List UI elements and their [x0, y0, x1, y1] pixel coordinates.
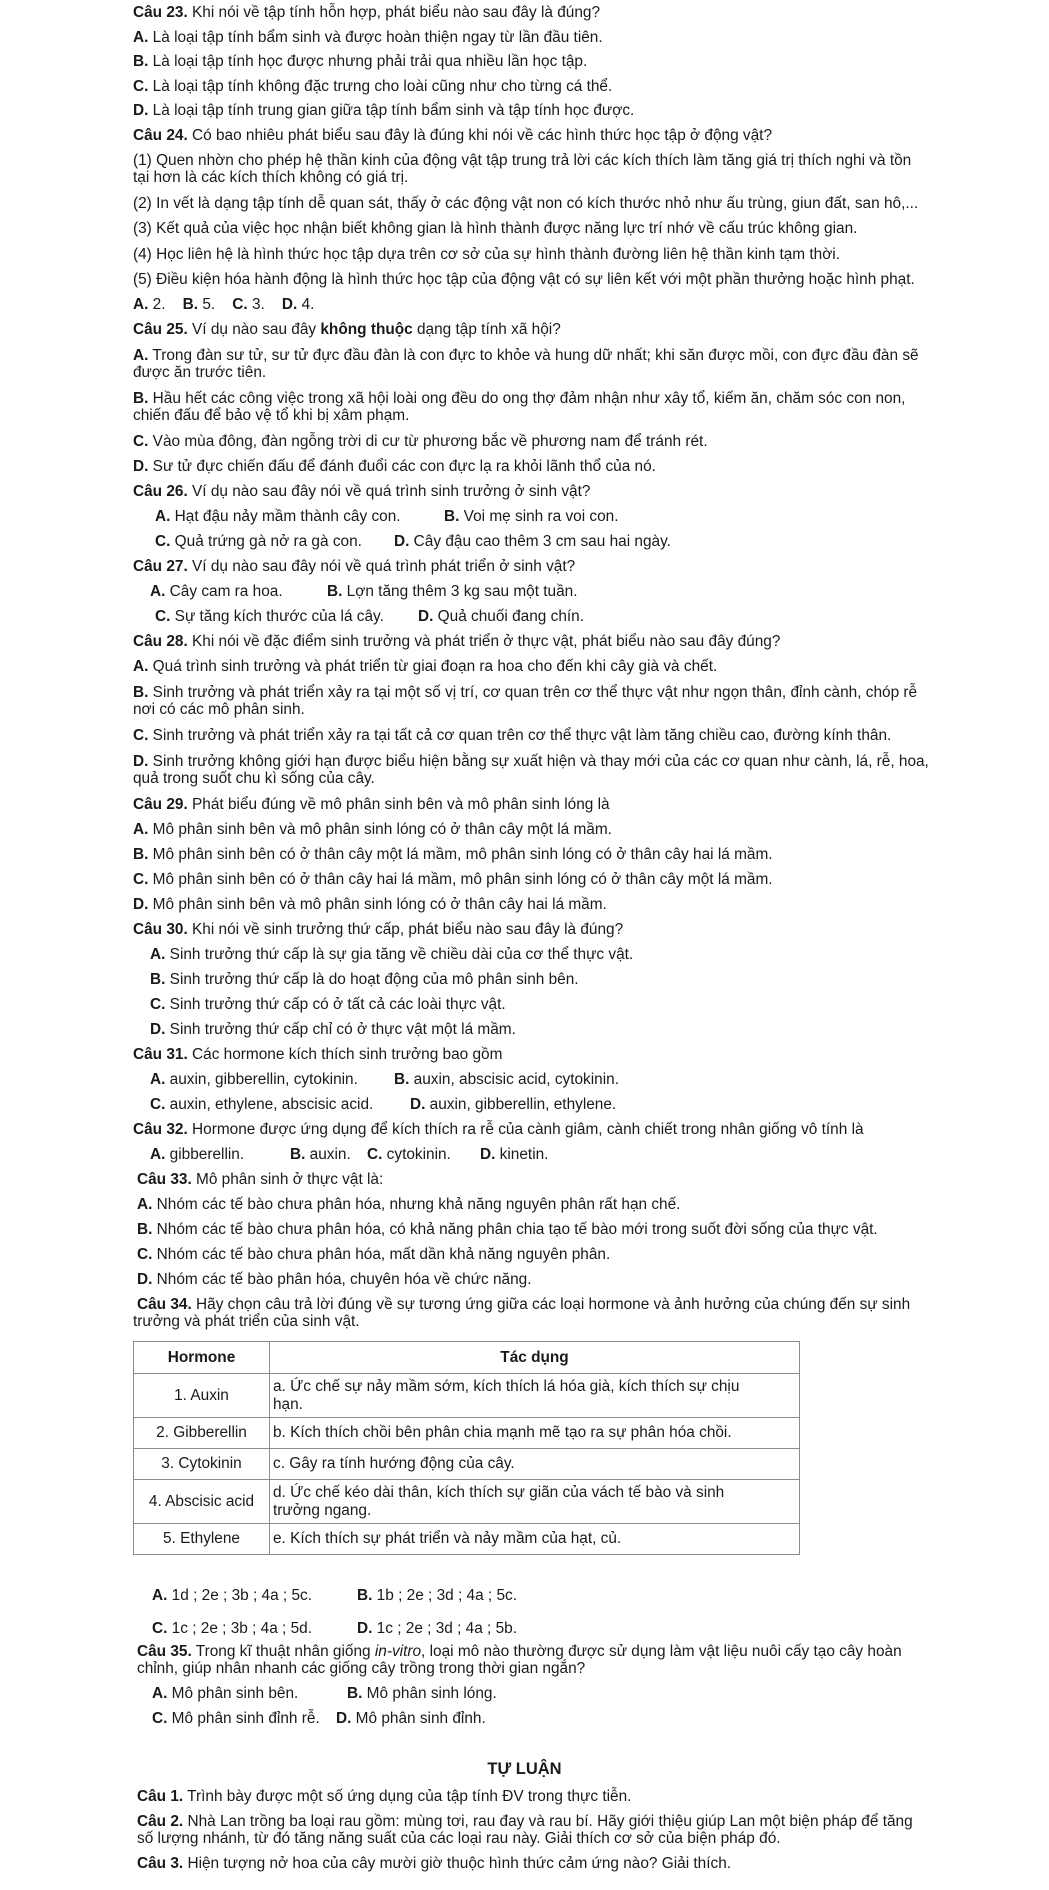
q26-option-b: B. Voi mẹ sinh ra voi con.: [444, 508, 619, 525]
q23-option-c: C. Là loại tập tính không đặc trưng cho loài cũng như cho từng cá thể.: [133, 78, 613, 95]
q29-option-c: C. Mô phân sinh bên có ở thân cây hai lá mầm, mô phân sinh lóng có ở thân cây một lá mầm.: [133, 871, 773, 888]
q32-option-d: D. kinetin.: [480, 1146, 549, 1163]
q28-option-c: C. Sinh trưởng và phát triển xảy ra tại tất cả cơ quan trên cơ thể thực vật làm tăng chiều cao, đường kính thân.: [133, 727, 892, 744]
q26-option-d: D. Cây đậu cao thêm 3 cm sau hai ngày.: [394, 533, 671, 550]
q27-option-a: A. Cây cam ra hoa.: [150, 583, 283, 600]
q33-option-b: B. Nhóm các tế bào chưa phân hóa, có khả năng phân chia tạo tế bào mới trong suốt đời sống của thực vật.: [137, 1221, 878, 1238]
q31-option-b: B. auxin, abscisic acid, cytokinin.: [394, 1071, 619, 1088]
q28-option-b: B. Sinh trưởng và phát triển xảy ra tại một số vị trí, cơ quan trên cơ thể thực vật như ngọn thân, đỉnh cành, chóp rễ: [133, 684, 918, 701]
essay-question-2-cont: số lượng nhánh, từ đó tăng năng suất của các loại rau này. Giải thích cơ sở của biện pháp đó.: [137, 1830, 781, 1847]
table-cell-effect: b. Kích thích chồi bên phân chia mạnh mẽ tạo ra sự phân hóa chồi.: [270, 1418, 800, 1449]
table-header-effect: Tác dụng: [270, 1342, 800, 1374]
question-26: Câu 26. Ví dụ nào sau đây nói về quá trình sinh trưởng ở sinh vật?: [133, 483, 591, 500]
question-31: Câu 31. Các hormone kích thích sinh trưởng bao gồm: [133, 1046, 503, 1063]
table-cell-hormone: 5. Ethylene: [134, 1524, 270, 1555]
q24-statement-3: (3) Kết quả của việc học nhận biết không gian là hình thành được năng lực trí nhớ về cấu trúc không gian.: [133, 220, 858, 237]
question-27: Câu 27. Ví dụ nào sau đây nói về quá trình phát triển ở sinh vật?: [133, 558, 576, 575]
question-25: Câu 25. Ví dụ nào sau đây không thuộc dạng tập tính xã hội?: [133, 321, 561, 338]
q25-option-a: A. Trong đàn sư tử, sư tử đực đầu đàn là con đực to khỏe và hung dữ nhất; khi săn được mồi, con đực đầu đàn sẽ: [133, 347, 919, 364]
q25-option-b: B. Hầu hết các công việc trong xã hội loài ong đều do ong thợ đảm nhận như xây tổ, kiếm ăn, chăm sóc con non,: [133, 390, 906, 407]
q23-option-d: D. Là loại tập tính trung gian giữa tập tính bẩm sinh và tập tính học được.: [133, 102, 635, 119]
q28-option-d-cont: quả trong suốt chu kì sống của cây.: [133, 770, 375, 787]
question-29: Câu 29. Phát biểu đúng về mô phân sinh bên và mô phân sinh lóng là: [133, 796, 610, 813]
q24-statement-1-cont: tại hơn là các kích thích không có giá trị.: [133, 169, 409, 186]
q30-option-a: A. Sinh trưởng thứ cấp là sự gia tăng về chiều dài của cơ thể thực vật.: [150, 946, 634, 963]
table-cell-hormone: 1. Auxin: [134, 1374, 270, 1418]
q34-option-b: B. 1b ; 2e ; 3d ; 4a ; 5c.: [357, 1587, 518, 1604]
q28-option-d: D. Sinh trưởng không giới hạn được biểu hiện bằng sự xuất hiện và thay mới của các cơ quan như cành, lá, rễ, hoa,: [133, 753, 929, 770]
q25-option-c: C. Vào mùa đông, đàn ngỗng trời di cư từ phương bắc về phương nam để tránh rét.: [133, 433, 708, 450]
question-23: Câu 23. Khi nói về tập tính hỗn hợp, phát biểu nào sau đây là đúng?: [133, 4, 601, 21]
q24-statement-5: (5) Điều kiện hóa hành động là hình thức học tập của động vật có sự liên kết với một phần thưởng hoặc hình phạt.: [133, 271, 915, 288]
q32-option-b: B. auxin.: [290, 1146, 351, 1163]
q30-option-b: B. Sinh trưởng thứ cấp là do hoạt động của mô phân sinh bên.: [150, 971, 579, 988]
table-cell-effect: e. Kích thích sự phát triển và nảy mầm của hạt, củ.: [270, 1524, 800, 1555]
q24-statement-1: (1) Quen nhờn cho phép hệ thần kinh của động vật tập trung trả lời các kích thích làm tăng giá trị thích nghi và tồn: [133, 152, 912, 169]
table-row: [134, 1449, 800, 1480]
essay-question-3: Câu 3. Hiện tượng nở hoa của cây mười giờ thuộc hình thức cảm ứng nào? Giải thích.: [137, 1855, 732, 1872]
table-cell-hormone: 2. Gibberellin: [134, 1418, 270, 1449]
q34-option-d: D. 1c ; 2e ; 3d ; 4a ; 5b.: [357, 1620, 518, 1637]
table-cell-effect: c. Gây ra tính hướng động của cây.: [270, 1449, 800, 1480]
q35-option-a: A. Mô phân sinh bên.: [152, 1685, 299, 1702]
question-30: Câu 30. Khi nói về sinh trưởng thứ cấp, phát biểu nào sau đây là đúng?: [133, 921, 624, 938]
essay-question-1: Câu 1. Trình bày được một số ứng dụng của tập tính ĐV trong thực tiễn.: [137, 1788, 632, 1805]
q34-option-a: A. 1d ; 2e ; 3b ; 4a ; 5c.: [152, 1587, 313, 1604]
q32-option-a: A. gibberellin.: [150, 1146, 245, 1163]
table-header-hormone: Hormone: [134, 1342, 270, 1374]
q26-option-a: A. Hạt đậu nảy mầm thành cây con.: [155, 508, 401, 525]
q23-option-b: B. Là loại tập tính học được nhưng phải trải qua nhiều lần học tập.: [133, 53, 588, 70]
q28-option-b-cont: nơi có các mô phân sinh.: [133, 701, 305, 718]
q24-statement-4: (4) Học liên hệ là hình thức học tập dựa trên cơ sở của sự hình thành đường liên hệ thần kinh tạm thời.: [133, 246, 840, 263]
q27-option-b: B. Lợn tăng thêm 3 kg sau một tuần.: [327, 583, 578, 600]
question-33: Câu 33. Mô phân sinh ở thực vật là:: [137, 1171, 384, 1188]
q28-option-a: A. Quá trình sinh trưởng và phát triển từ giai đoạn ra hoa cho đến khi cây già và chết.: [133, 658, 718, 675]
q31-option-a: A. auxin, gibberellin, cytokinin.: [150, 1071, 358, 1088]
q34-option-c: C. 1c ; 2e ; 3b ; 4a ; 5d.: [152, 1620, 313, 1637]
q35-option-d: D. Mô phân sinh đỉnh.: [336, 1710, 486, 1727]
q29-option-d: D. Mô phân sinh bên và mô phân sinh lóng có ở thân cây hai lá mầm.: [133, 896, 607, 913]
table-cell-hormone: 3. Cytokinin: [134, 1449, 270, 1480]
q33-option-c: C. Nhóm các tế bào chưa phân hóa, mất dần khả năng nguyên phân.: [137, 1246, 611, 1263]
question-28: Câu 28. Khi nói về đặc điểm sinh trưởng và phát triển ở thực vật, phát biểu nào sau đây đúng?: [133, 633, 781, 650]
question-24: Câu 24. Có bao nhiêu phát biểu sau đây là đúng khi nói về các hình thức học tập ở động vật?: [133, 127, 773, 144]
q35-option-c: C. Mô phân sinh đỉnh rễ.: [152, 1710, 320, 1727]
q33-option-a: A. Nhóm các tế bào chưa phân hóa, nhưng khả năng nguyên phân rất hạn chế.: [137, 1196, 681, 1213]
q29-option-a: A. Mô phân sinh bên và mô phân sinh lóng có ở thân cây một lá mầm.: [133, 821, 612, 838]
q31-option-c: C. auxin, ethylene, abscisic acid.: [150, 1096, 374, 1113]
q24-statement-2: (2) In vết là dạng tập tính dễ quan sát, thấy ở các động vật non có kích thước nhỏ như ấu trùng, giun đất, san hô,...: [133, 195, 919, 212]
q26-option-c: C. Quả trứng gà nở ra gà con.: [155, 533, 362, 550]
q25-option-d: D. Sư tử đực chiến đấu để đánh đuổi các con đực lạ ra khỏi lãnh thổ của nó.: [133, 458, 656, 475]
question-34: Câu 34. Hãy chọn câu trả lời đúng về sự tương ứng giữa các loại hormone và ảnh hưởng của chúng đến sự sinh: [137, 1296, 911, 1313]
table-cell-hormone: 4. Abscisic acid: [134, 1480, 270, 1524]
q30-option-c: C. Sinh trưởng thứ cấp có ở tất cả các loài thực vật.: [150, 996, 506, 1013]
q23-option-a: A. Là loại tập tính bẩm sinh và được hoàn thiện ngay từ lần đầu tiên.: [133, 29, 603, 46]
q24-options: A. 2. B. 5. C. 3. D. 4.: [133, 296, 315, 313]
table-cell-effect: d. Ức chế kéo dài thân, kích thích sự giãn của vách tế bào và sinh trưởng ngang.: [270, 1480, 800, 1524]
table-row: [134, 1374, 800, 1418]
essay-section-title: TỰ LUẬN: [487, 1760, 562, 1778]
q25-option-a-cont: được ăn trước tiên.: [133, 364, 267, 381]
table-header-row: [134, 1342, 800, 1374]
q30-option-d: D. Sinh trưởng thứ cấp chỉ có ở thực vật một lá mầm.: [150, 1021, 516, 1038]
question-35-cont: chỉnh, giúp nhân nhanh các giống cây trồng trong thời gian ngắn?: [137, 1660, 586, 1677]
q35-option-b: B. Mô phân sinh lóng.: [347, 1685, 497, 1702]
q29-option-b: B. Mô phân sinh bên có ở thân cây một lá mầm, mô phân sinh lóng có ở thân cây hai lá mầm.: [133, 846, 773, 863]
table-row: [134, 1480, 800, 1524]
q31-option-d: D. auxin, gibberellin, ethylene.: [410, 1096, 617, 1113]
q27-option-c: C. Sự tăng kích thước của lá cây.: [155, 608, 384, 625]
q27-option-d: D. Quả chuối đang chín.: [418, 608, 584, 625]
question-32: Câu 32. Hormone được ứng dụng để kích thích ra rễ của cành giâm, cành chiết trong nhân giống vô tính là: [133, 1121, 864, 1138]
table-cell-effect: a. Ức chế sự nảy mầm sớm, kích thích lá hóa già, kích thích sự chịu hạn.: [270, 1374, 800, 1418]
q25-option-b-cont: chiến đấu để bảo vệ tổ khi bị xâm phạm.: [133, 407, 410, 424]
q32-option-c: C. cytokinin.: [367, 1146, 451, 1163]
question-34-cont: trưởng và phát triển của sinh vật.: [133, 1313, 360, 1330]
hormone-table: [133, 1341, 800, 1555]
table-row: [134, 1524, 800, 1555]
table-row: [134, 1418, 800, 1449]
essay-question-2: Câu 2. Nhà Lan trồng ba loại rau gồm: mùng tơi, rau đay và rau bí. Hãy giới thiệu giúp Lan một biện pháp để tăng: [137, 1813, 913, 1830]
q33-option-d: D. Nhóm các tế bào phân hóa, chuyên hóa về chức năng.: [137, 1271, 532, 1288]
question-35: Câu 35. Trong kĩ thuật nhân giống in-vitro, loại mô nào thường được sử dụng làm vật liệu nuôi cấy tạo cây hoàn: [137, 1643, 902, 1660]
